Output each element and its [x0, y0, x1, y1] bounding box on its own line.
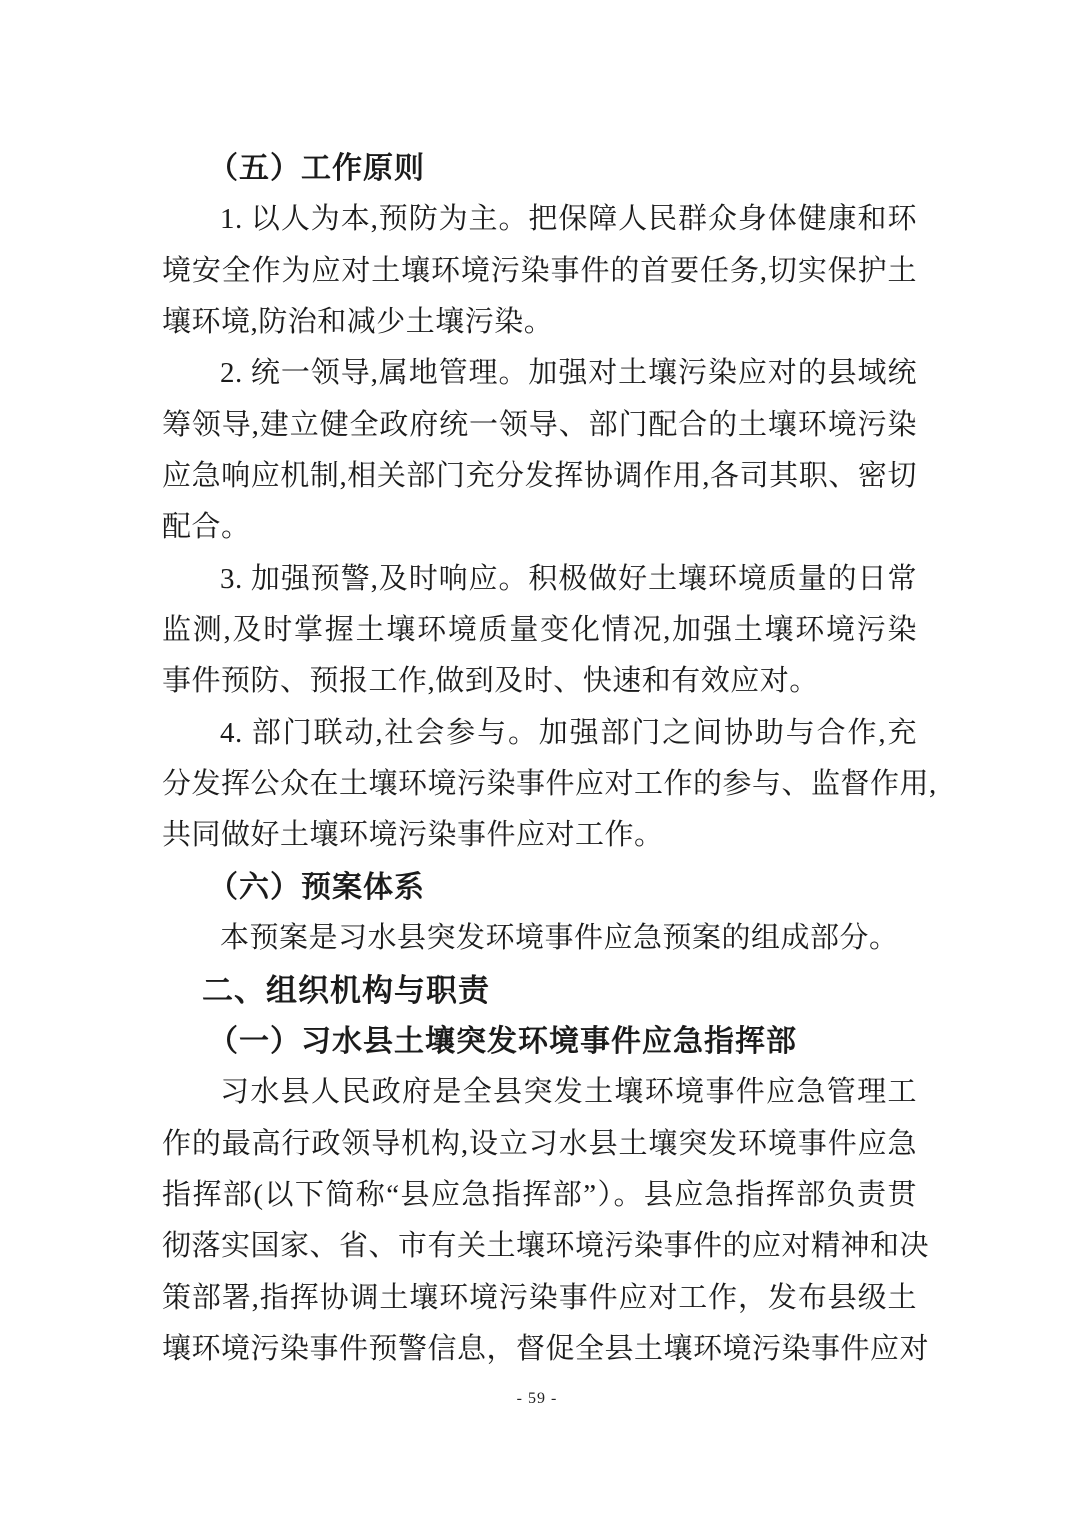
page-number: - 59 -	[516, 1390, 558, 1407]
text-line: 策部署,指挥协调土壤环境污染事件应对工作，发布县级土	[162, 1281, 917, 1314]
text-line: 应急响应机制,相关部门充分发挥协调作用,各司其职、密切	[162, 460, 917, 493]
paragraph-principle-2	[162, 348, 917, 553]
heading-plan-system: （六）预案体系	[208, 870, 425, 904]
paragraph-command-intro	[162, 1067, 930, 1375]
text-line: 习水县人民政府是全县突发土壤环境事件应急管理工	[220, 1076, 917, 1109]
text-line: 境安全作为应对土壤环境污染事件的首要任务,切实保护土	[162, 254, 917, 287]
heading-emergency-command: （一）习水县土壤突发环境事件应急指挥部	[208, 1024, 797, 1058]
text-line: 本预案是习水县突发环境事件应急预案的组成部分。	[220, 922, 899, 955]
text-line: 壤环境,防治和减少土壤污染。	[162, 306, 554, 339]
paragraph-principle-4	[162, 708, 937, 862]
text-line: 共同做好土壤环境污染事件应对工作。	[162, 819, 664, 852]
text-line: 配合。	[162, 511, 251, 544]
page-footer	[0, 1390, 1074, 1408]
heading-work-principles: （五）工作原则	[208, 152, 425, 185]
text-line: 4. 部门联动,社会参与。加强部门之间协助与合作,充	[220, 716, 917, 749]
text-line: 事件预防、预报工作,做到及时、快速和有效应对。	[162, 665, 819, 698]
text-line: 指挥部(以下简称“县应急指挥部”）。县应急指挥部负责贯	[162, 1178, 917, 1211]
heading-organization-duties: 二、组织机构与职责	[202, 972, 490, 1008]
paragraph-plan-system	[162, 913, 917, 964]
text-line: 2. 统一领导,属地管理。加强对土壤污染应对的县域统	[220, 357, 917, 390]
text-line: 分发挥公众在土壤环境污染事件应对工作的参与、监督作用,	[162, 768, 937, 801]
text-line: 监测,及时掌握土壤环境质量变化情况,加强土壤环境污染	[162, 614, 917, 647]
text-line: 作的最高行政领导机构,设立习水县土壤突发环境事件应急	[162, 1127, 917, 1160]
text-line: 筹领导,建立健全政府统一领导、部门配合的土壤环境污染	[162, 408, 917, 441]
document-body	[162, 143, 937, 1375]
text-line: 壤环境污染事件预警信息，督促全县土壤环境污染事件应对	[162, 1332, 930, 1365]
paragraph-principle-1	[162, 194, 917, 348]
text-line: 3. 加强预警,及时响应。积极做好土壤环境质量的日常	[220, 562, 917, 595]
text-line: 1. 以人为本,预防为主。把保障人民群众身体健康和环	[220, 203, 917, 236]
text-line: 彻落实国家、省、市有关土壤环境污染事件的应对精神和决	[162, 1230, 930, 1263]
paragraph-principle-3	[162, 554, 917, 708]
